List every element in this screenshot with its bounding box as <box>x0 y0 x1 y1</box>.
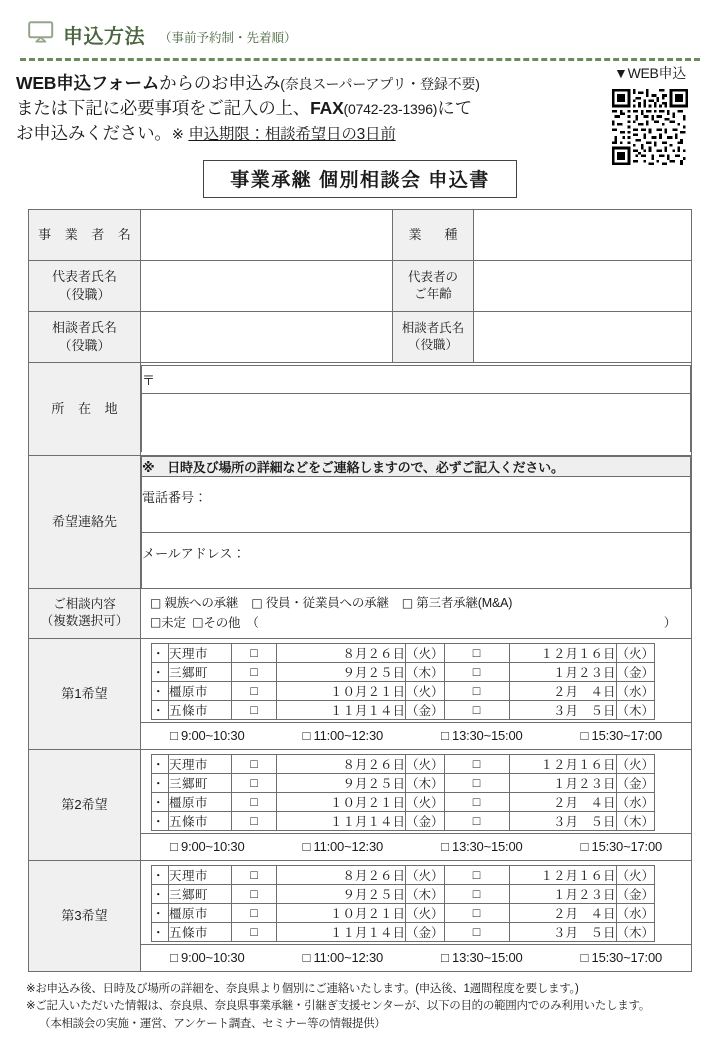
label-consultant-name-right <box>393 311 474 362</box>
label-preference-2: 第2希望 <box>29 749 141 860</box>
dow-left-3: （金） <box>406 922 445 941</box>
label-consultant-name-right-line2: （役職） <box>407 337 458 352</box>
checkbox-pref2-date-right-1[interactable]: □ <box>444 773 509 792</box>
monitor-icon <box>28 21 54 48</box>
checkbox-pref1-timeslot-0[interactable]: □ 9:00~10:30 <box>169 727 245 743</box>
date-row <box>152 884 655 903</box>
checkbox-pref2-date-right-3[interactable]: □ <box>444 811 509 830</box>
checkbox-undecided[interactable]: □ <box>150 614 162 629</box>
label-rep-age-line2: ご年齢 <box>414 286 452 301</box>
address-detail-row <box>142 394 691 453</box>
preference-2-time-slots <box>141 833 691 860</box>
city-label-天理市: 天理市 <box>169 643 232 662</box>
date-right-2: ２月 ４日 <box>509 792 616 811</box>
web-apply-block <box>602 63 698 165</box>
checkbox-pref3-date-right-3[interactable]: □ <box>444 922 509 941</box>
preference-2-choices <box>141 749 692 860</box>
field-business-name[interactable] <box>141 209 393 260</box>
qr-code-icon[interactable] <box>612 89 688 165</box>
field-address-group <box>141 362 692 455</box>
doc-title-row <box>0 160 720 198</box>
date-left-1: ９月２５日 <box>277 773 406 792</box>
field-address-detail[interactable] <box>142 394 691 453</box>
label-phone: 電話番号： <box>142 489 208 505</box>
city-label-天理市: 天理市 <box>169 865 232 884</box>
dow-right-0: （火） <box>616 865 655 884</box>
table-row-address <box>29 362 692 455</box>
field-email[interactable] <box>142 532 691 588</box>
consult-options-line2 <box>150 613 682 633</box>
date-row <box>152 700 655 719</box>
dow-left-1: （木） <box>406 884 445 903</box>
dow-left-1: （木） <box>406 662 445 681</box>
date-left-3: １１月１４日 <box>277 811 406 830</box>
city-label-五條市: 五條市 <box>169 811 232 830</box>
checkbox-pref3-date-right-2[interactable]: □ <box>444 903 509 922</box>
checkbox-third-party-succession[interactable]: □ <box>401 595 413 610</box>
checkbox-pref2-timeslot-0[interactable]: □ 9:00~10:30 <box>169 838 245 854</box>
checkbox-pref2-date-right-2[interactable]: □ <box>444 792 509 811</box>
checkbox-pref3-date-left-0[interactable]: □ <box>232 865 277 884</box>
date-right-1: １月２３日 <box>509 662 616 681</box>
bullet-icon: ・ <box>152 700 169 719</box>
asterisk-mark: ※ <box>171 126 184 143</box>
preference-rows <box>29 638 692 971</box>
checkbox-pref3-timeslot-2[interactable]: □ 13:30~15:00 <box>440 949 523 965</box>
checkbox-pref1-date-right-1[interactable]: □ <box>444 662 509 681</box>
date-row <box>152 681 655 700</box>
postal-mark-icon: 〒 <box>142 373 156 389</box>
checkbox-pref1-date-left-1[interactable]: □ <box>232 662 277 681</box>
preference-2-dates <box>141 750 691 833</box>
date-right-2: ２月 ４日 <box>509 681 616 700</box>
date-right-0: １２月１６日 <box>509 643 616 662</box>
intro-line3-a: お申込みください。 <box>16 122 172 143</box>
preference-3-dates <box>141 861 691 944</box>
label-consultant-name-right-line1: 相談者氏名 <box>401 320 465 335</box>
preference-1-dates <box>141 639 691 722</box>
intro-line2-b: にて <box>437 97 472 118</box>
preference-3-time-slots <box>141 944 691 971</box>
date-right-0: １２月１６日 <box>509 754 616 773</box>
dow-right-3: （木） <box>616 922 655 941</box>
intro-line2-a: または下記に必要事項をご記入の上、 <box>16 97 311 118</box>
date-grid <box>151 643 655 720</box>
checkbox-pref3-date-left-1[interactable]: □ <box>232 884 277 903</box>
date-row <box>152 773 655 792</box>
bullet-icon: ・ <box>152 773 169 792</box>
consult-options <box>141 589 691 638</box>
field-rep-name[interactable] <box>141 260 393 311</box>
option-relative-succession[interactable]: 親族への承継 <box>164 595 239 610</box>
checkbox-pref2-date-left-2[interactable]: □ <box>232 792 277 811</box>
field-contact-group <box>141 455 692 588</box>
dow-right-2: （水） <box>616 792 655 811</box>
bullet-icon: ・ <box>152 792 169 811</box>
checkbox-pref1-timeslot-3[interactable]: □ 15:30~17:00 <box>580 727 663 743</box>
doc-title: 事業承継 個別相談会 申込書 <box>203 160 517 198</box>
intro-block <box>0 61 720 146</box>
date-grid <box>151 754 655 831</box>
label-rep-age-line1: 代表者の <box>407 269 458 284</box>
fax-number: (0742-23-1396) <box>343 100 438 117</box>
dow-left-1: （木） <box>406 773 445 792</box>
label-rep-age <box>393 260 474 311</box>
checkbox-relative-succession[interactable]: □ <box>150 595 162 610</box>
label-preference-3: 第3希望 <box>29 860 141 971</box>
field-phone[interactable] <box>142 476 691 532</box>
page-subtitle: （事前予約制・先着順） <box>159 31 297 45</box>
city-label-三郷町: 三郷町 <box>169 662 232 681</box>
address-postal-row <box>142 366 691 394</box>
field-rep-age[interactable] <box>474 260 692 311</box>
checkbox-pref1-date-right-3[interactable]: □ <box>444 700 509 719</box>
label-consult-content <box>29 588 141 638</box>
date-right-1: １月２３日 <box>509 884 616 903</box>
city-label-天理市: 天理市 <box>169 754 232 773</box>
intro-line1-paren: (奈良スーパーアプリ・登録不要) <box>280 76 480 92</box>
label-business-name: 事 業 者 名 <box>29 209 141 260</box>
date-right-1: １月２３日 <box>509 773 616 792</box>
city-label-橿原市: 橿原市 <box>169 681 232 700</box>
bullet-icon: ・ <box>152 681 169 700</box>
dow-right-1: （金） <box>616 773 655 792</box>
checkbox-pref1-date-right-2[interactable]: □ <box>444 681 509 700</box>
dow-left-0: （火） <box>406 865 445 884</box>
bullet-icon: ・ <box>152 884 169 903</box>
checkbox-pref3-timeslot-1[interactable]: □ 11:00~12:30 <box>302 949 384 965</box>
footnote-1: ※お申込み後、日時及び場所の詳細を、奈良県より個別にご連絡いたします。(申込後、1週間程度を要します。) <box>26 982 579 995</box>
table-row-preference <box>29 860 692 971</box>
date-row <box>152 865 655 884</box>
city-label-五條市: 五條市 <box>169 922 232 941</box>
label-consult-content-line2: （複数選択可） <box>40 614 129 629</box>
application-form-table <box>28 209 692 972</box>
date-left-1: ９月２５日 <box>277 662 406 681</box>
dow-right-3: （木） <box>616 811 655 830</box>
footnotes <box>26 981 720 1033</box>
label-address: 所 在 地 <box>29 362 141 455</box>
checkbox-pref2-timeslot-1[interactable]: □ 11:00~12:30 <box>302 838 384 854</box>
dow-right-3: （木） <box>616 700 655 719</box>
checkbox-pref3-date-right-0[interactable]: □ <box>444 865 509 884</box>
checkbox-employee-succession[interactable]: □ <box>251 595 263 610</box>
date-right-0: １２月１６日 <box>509 865 616 884</box>
city-label-三郷町: 三郷町 <box>169 884 232 903</box>
dow-right-0: （火） <box>616 643 655 662</box>
date-left-1: ９月２５日 <box>277 884 406 903</box>
dow-left-0: （火） <box>406 754 445 773</box>
contact-note-row <box>142 456 691 476</box>
date-row <box>152 792 655 811</box>
bullet-icon: ・ <box>152 662 169 681</box>
label-rep-name <box>29 260 141 311</box>
label-consult-content-line1: ご相談内容 <box>53 597 116 612</box>
label-consultant-name-line2: （役職） <box>58 337 111 353</box>
bullet-icon: ・ <box>152 643 169 662</box>
checkbox-pref1-timeslot-1[interactable]: □ 11:00~12:30 <box>302 727 384 743</box>
label-email: メールアドレス： <box>142 545 246 561</box>
date-left-0: ８月２６日 <box>277 865 406 884</box>
table-row-preference <box>29 638 692 749</box>
checkbox-pref2-date-left-0[interactable]: □ <box>232 754 277 773</box>
bullet-icon: ・ <box>152 922 169 941</box>
web-form-emphasis: WEB申込フォーム <box>16 73 160 93</box>
dow-right-0: （火） <box>616 754 655 773</box>
date-grid <box>151 865 655 942</box>
table-row-contact <box>29 455 692 588</box>
label-rep-name-line1: 代表者氏名 <box>51 269 117 285</box>
field-postal-code[interactable] <box>142 366 691 394</box>
dow-left-2: （火） <box>406 903 445 922</box>
contact-subtable <box>141 456 691 588</box>
contact-email-row <box>142 532 691 588</box>
address-subtable <box>141 365 691 452</box>
dow-left-3: （金） <box>406 700 445 719</box>
checkbox-pref1-date-left-3[interactable]: □ <box>232 700 277 719</box>
date-row <box>152 643 655 662</box>
consult-options-line1 <box>150 593 682 613</box>
bullet-icon: ・ <box>152 903 169 922</box>
dow-right-1: （金） <box>616 884 655 903</box>
checkbox-pref2-date-right-0[interactable]: □ <box>444 754 509 773</box>
table-row-consult-content <box>29 588 692 638</box>
option-undecided[interactable]: 未定 <box>161 615 186 630</box>
dow-right-2: （水） <box>616 903 655 922</box>
table-row-representative <box>29 260 692 311</box>
checkbox-pref2-timeslot-3[interactable]: □ 15:30~17:00 <box>580 838 663 854</box>
fax-label: FAX <box>310 97 344 118</box>
checkbox-pref2-date-left-3[interactable]: □ <box>232 811 277 830</box>
field-other-text[interactable] <box>259 613 664 633</box>
label-preference-1: 第1希望 <box>29 638 141 749</box>
checkbox-other[interactable]: □ <box>192 614 204 629</box>
date-row <box>152 903 655 922</box>
preference-1-time-slots <box>141 722 691 749</box>
label-industry: 業 種 <box>393 209 474 260</box>
preference-1-choices <box>141 638 692 749</box>
date-right-3: ３月 ５日 <box>509 922 616 941</box>
bullet-icon: ・ <box>152 754 169 773</box>
checkbox-pref1-date-left-2[interactable]: □ <box>232 681 277 700</box>
intro-line1-rest: からのお申込み <box>159 73 281 93</box>
checkbox-pref3-timeslot-3[interactable]: □ 15:30~17:00 <box>580 949 663 965</box>
field-industry[interactable] <box>474 209 692 260</box>
bullet-icon: ・ <box>152 811 169 830</box>
bullet-icon: ・ <box>152 865 169 884</box>
city-label-橿原市: 橿原市 <box>169 903 232 922</box>
date-right-2: ２月 ４日 <box>509 903 616 922</box>
checkbox-pref3-date-left-2[interactable]: □ <box>232 903 277 922</box>
date-row <box>152 662 655 681</box>
label-rep-name-line2: （役職） <box>58 286 111 302</box>
dow-left-2: （火） <box>406 792 445 811</box>
checkbox-pref1-timeslot-2[interactable]: □ 13:30~15:00 <box>440 727 523 743</box>
city-label-五條市: 五條市 <box>169 700 232 719</box>
table-row-preference <box>29 749 692 860</box>
field-consultant-name[interactable] <box>141 311 393 362</box>
table-row-consultant <box>29 311 692 362</box>
dow-right-2: （水） <box>616 681 655 700</box>
web-apply-label: ▼WEB申込 <box>614 65 686 81</box>
dow-left-3: （金） <box>406 811 445 830</box>
dow-left-0: （火） <box>406 643 445 662</box>
label-contact: 希望連絡先 <box>29 455 141 588</box>
dow-left-2: （火） <box>406 681 445 700</box>
option-other[interactable]: その他 （ <box>203 615 259 630</box>
city-label-橿原市: 橿原市 <box>169 792 232 811</box>
date-row <box>152 811 655 830</box>
footnote-2: ※ご記入いただいた情報は、奈良県、奈良県事業承継・引継ぎ支援センターが、以下の目的の範囲内でのみ利用いたします。 <box>26 1000 650 1013</box>
field-consultant-name-right[interactable] <box>474 311 692 362</box>
city-label-三郷町: 三郷町 <box>169 773 232 792</box>
deadline-note: 申込期限：相談希望日の3日前 <box>188 125 396 143</box>
contact-phone-row <box>142 476 691 532</box>
field-consult-content <box>141 588 692 638</box>
label-consultant-name-line1: 相談者氏名 <box>51 320 117 336</box>
dow-right-1: （金） <box>616 662 655 681</box>
date-left-3: １１月１４日 <box>277 700 406 719</box>
page-header <box>0 0 720 49</box>
contact-note: ※ 日時及び場所の詳細などをご連絡しますので、必ずご記入ください。 <box>142 456 691 476</box>
checkbox-pref2-date-left-1[interactable]: □ <box>232 773 277 792</box>
date-left-0: ８月２６日 <box>277 754 406 773</box>
page-title: 申込方法 <box>63 26 145 48</box>
date-left-2: １０月２１日 <box>277 681 406 700</box>
checkbox-pref3-timeslot-0[interactable]: □ 9:00~10:30 <box>169 949 245 965</box>
preference-3-choices <box>141 860 692 971</box>
table-row-business <box>29 209 692 260</box>
date-row <box>152 922 655 941</box>
date-left-2: １０月２１日 <box>277 792 406 811</box>
checkbox-pref1-date-right-0[interactable]: □ <box>444 643 509 662</box>
checkbox-pref3-date-left-3[interactable]: □ <box>232 922 277 941</box>
checkbox-pref2-timeslot-2[interactable]: □ 13:30~15:00 <box>440 838 523 854</box>
footnote-3: （本相談会の実施・運営、アンケート調査、セミナー等の情報提供） <box>39 1017 386 1030</box>
date-left-3: １１月１４日 <box>277 922 406 941</box>
checkbox-pref1-date-left-0[interactable]: □ <box>232 643 277 662</box>
date-left-0: ８月２６日 <box>277 643 406 662</box>
date-right-3: ３月 ５日 <box>509 811 616 830</box>
date-left-2: １０月２１日 <box>277 903 406 922</box>
option-employee-succession[interactable]: 役員・従業員への承継 <box>265 595 389 610</box>
checkbox-pref3-date-right-1[interactable]: □ <box>444 884 509 903</box>
option-third-party-succession[interactable]: 第三者承継(M&A) <box>416 595 513 610</box>
date-right-3: ３月 ５日 <box>509 700 616 719</box>
date-row <box>152 754 655 773</box>
option-other-close: ） <box>663 615 676 630</box>
label-consultant-name <box>29 311 141 362</box>
